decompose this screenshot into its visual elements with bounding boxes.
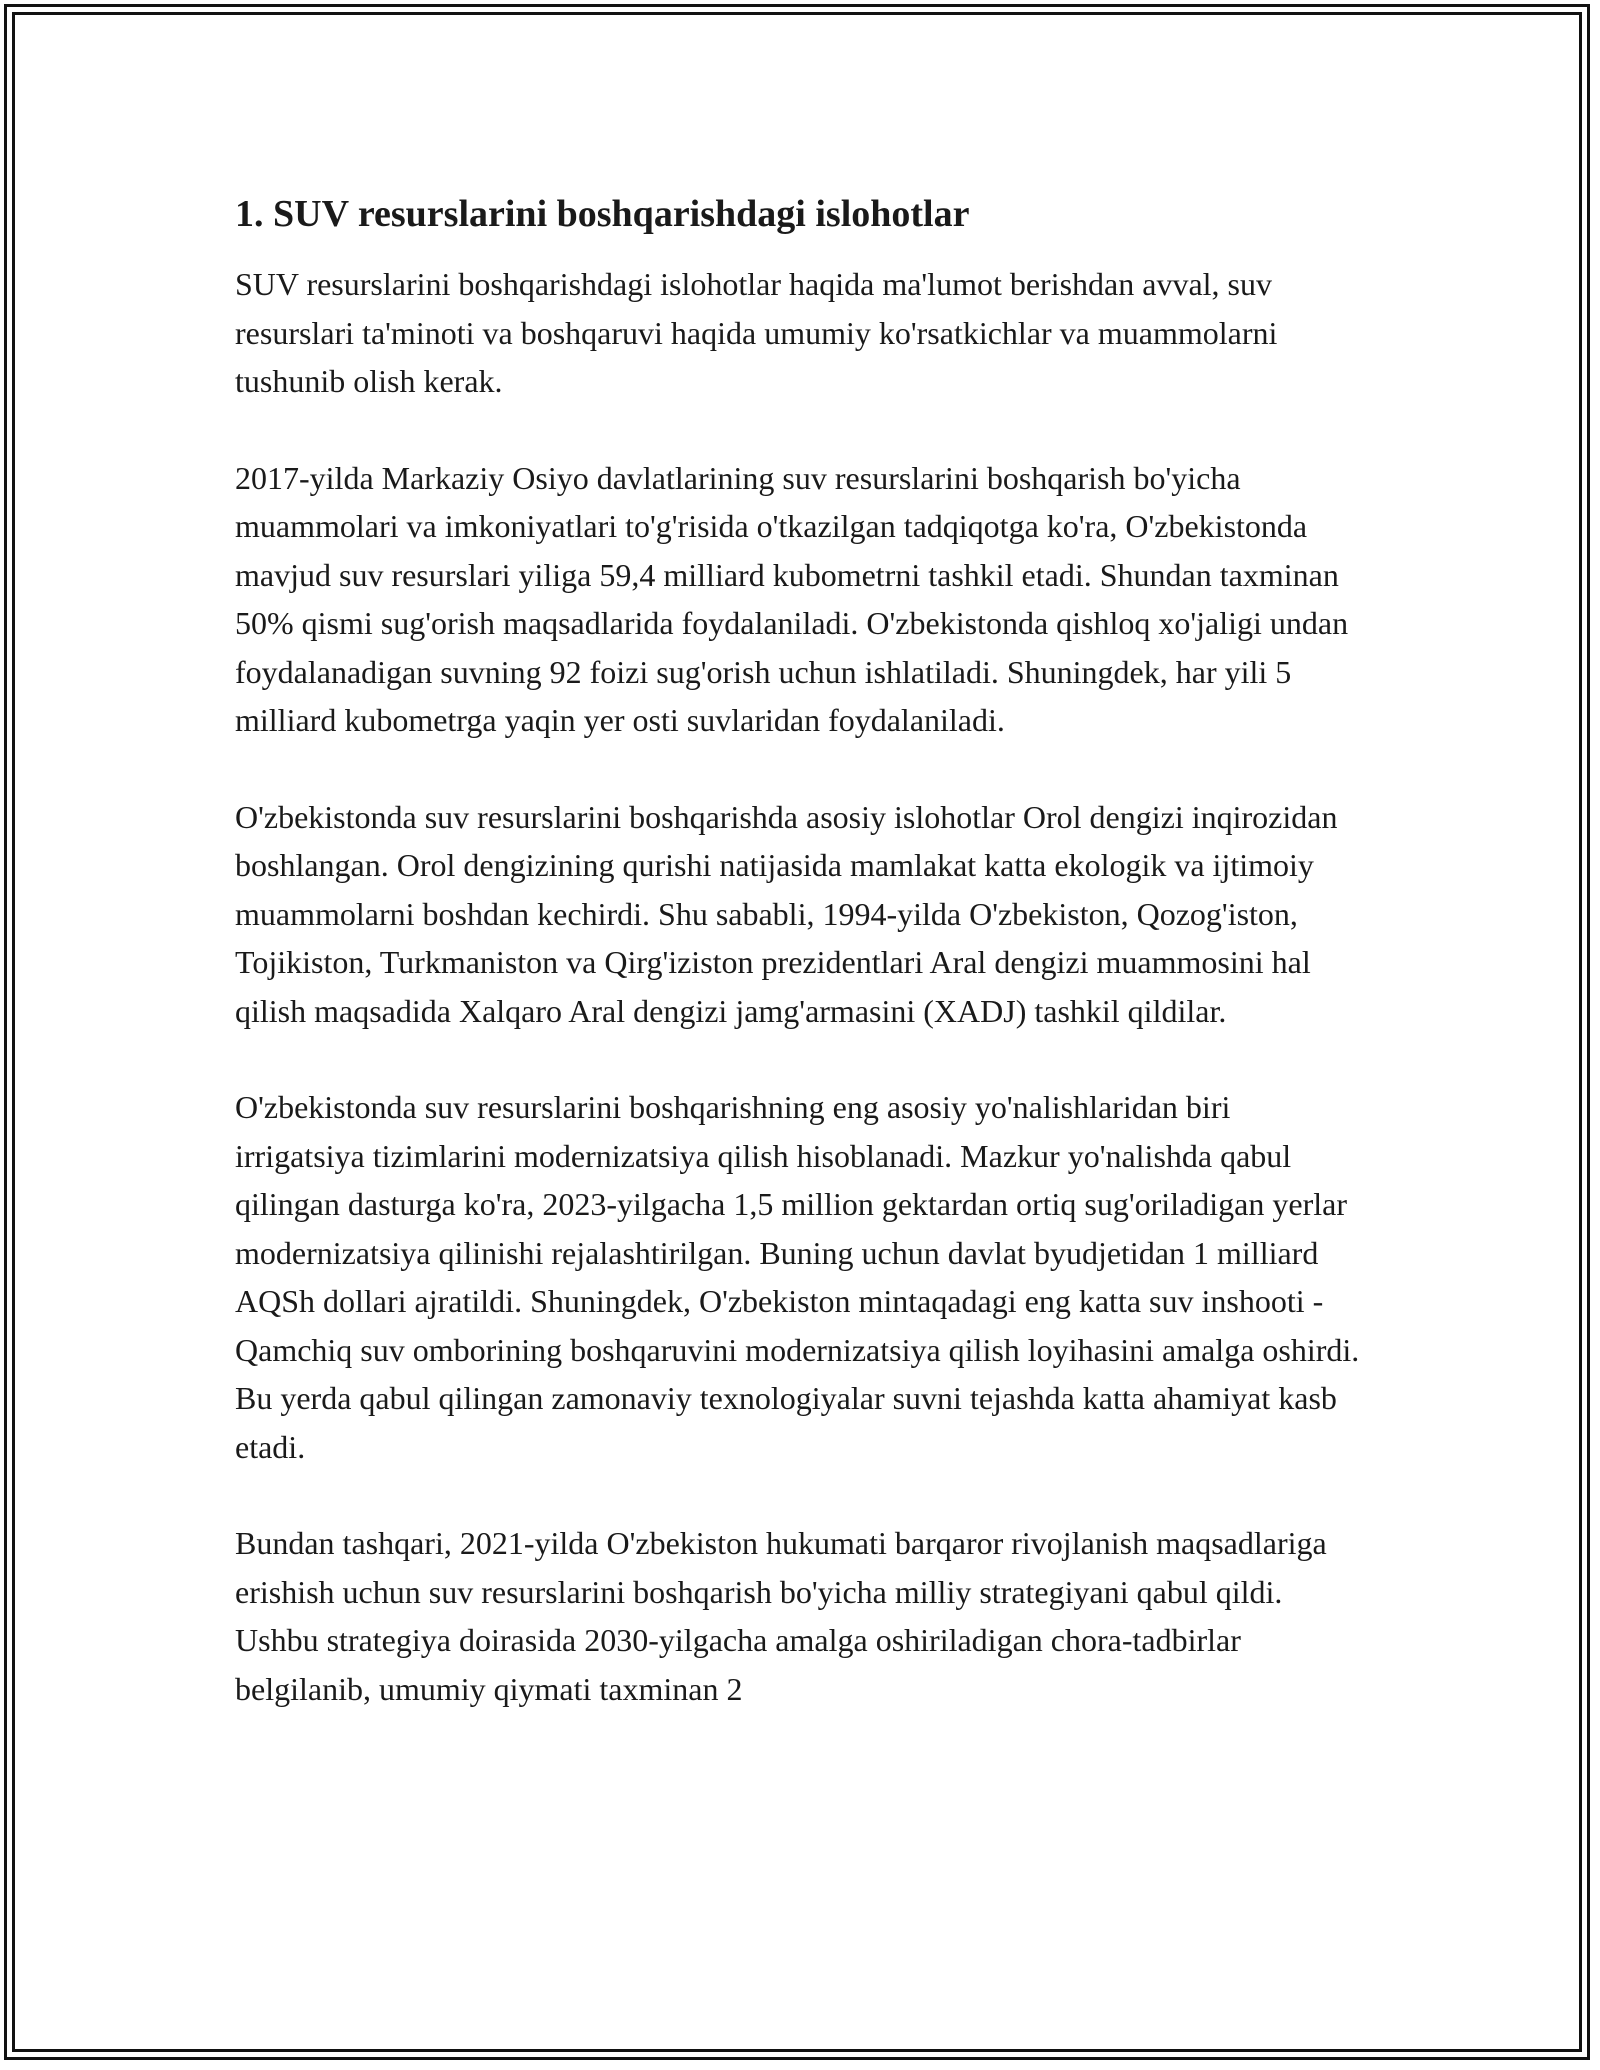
- paragraph-irrigation-modernization: O'zbekistonda suv resurslarini boshqarishning eng asosiy yo'nalishlaridan biri irrigatsiya tizimlarini modernizatsiya qilish hisoblanadi. Mazkur yo'nalishda qabul qilingan dasturga ko'ra, 2023-yilgacha 1,5 million gektardan ortiq sug'oriladigan yerlar modernizatsiya qilinishi rejalashtirilgan. Buning uchun davlat byudjetidan 1 milliard AQSh dollari ajratildi. Shuningdek, O'zbekiston mintaqadagi eng katta suv inshooti - Qamchiq suv omborining boshqaruvini modernizatsiya qilish loyihasini amalga oshirdi. Bu yerda qabul qilingan zamonaviy texnologiyalar suvni tejashda katta ahamiyat kasb etadi.: [235, 1089, 1360, 1465]
- paragraph-national-strategy: Bundan tashqari, 2021-yilda O'zbekiston hukumati barqaror rivojlanish maqsadlariga erishish uchun suv resurslarini boshqarish bo'yicha milliy strategiyani qabul qildi. Ushbu strategiya doirasida 2030-yilgacha amalga oshiriladigan chora-tadbirlar belgilanib, umumiy qiymati taxminan 2: [235, 1525, 1327, 1707]
- section-heading: 1. SUV resurslarini boshqarishdagi islohotlar: [235, 193, 970, 235]
- paragraph-aral-sea: O'zbekistonda suv resurslarini boshqarishda asosiy islohotlar Orol dengizi inqirozidan boshlangan. Orol dengizining qurishi natijasida mamlakat katta ekologik va ijtimoiy muammolarni boshdan kechirdi. Shu sababli, 1994-yilda O'zbekiston, Qozog'iston, Tojikiston, Turkmaniston va Qirg'iziston prezidentlari Aral dengizi muammosini hal qilish maqsadida Xalqaro Aral dengizi jamg'armasini (XADJ) tashkil qildilar.: [235, 798, 1338, 1029]
- document-body: [235, 188, 1365, 1761]
- paragraph-water-resources-2017: 2017-yilda Markaziy Osiyo davlatlarining suv resurslarini boshqarish bo'yicha muammolari va imkoniyatlari to'g'risida o'tkazilgan tadqiqotga ko'ra, O'zbekistonda mavjud suv resurslari yiliga 59,4 milliard kubometrni tashkil etadi. Shundan taxminan 50% qismi sug'orish maqsadlarida foydalaniladi. O'zbekistonda qishloq xo'jaligi undan foydalanadigan suvning 92 foizi sug'orish uchun ishlatiladi. Shuningdek, har yili 5 milliard kubometrga yaqin yer osti suvlaridan foydalaniladi.: [235, 459, 1349, 738]
- paragraph-intro: SUV resurslarini boshqarishdagi islohotlar haqida ma'lumot berishdan avval, suv resurslari ta'minoti va boshqaruvi haqida umumiy ko'rsatkichlar va muammolarni tushunib olish kerak.: [235, 266, 1278, 399]
